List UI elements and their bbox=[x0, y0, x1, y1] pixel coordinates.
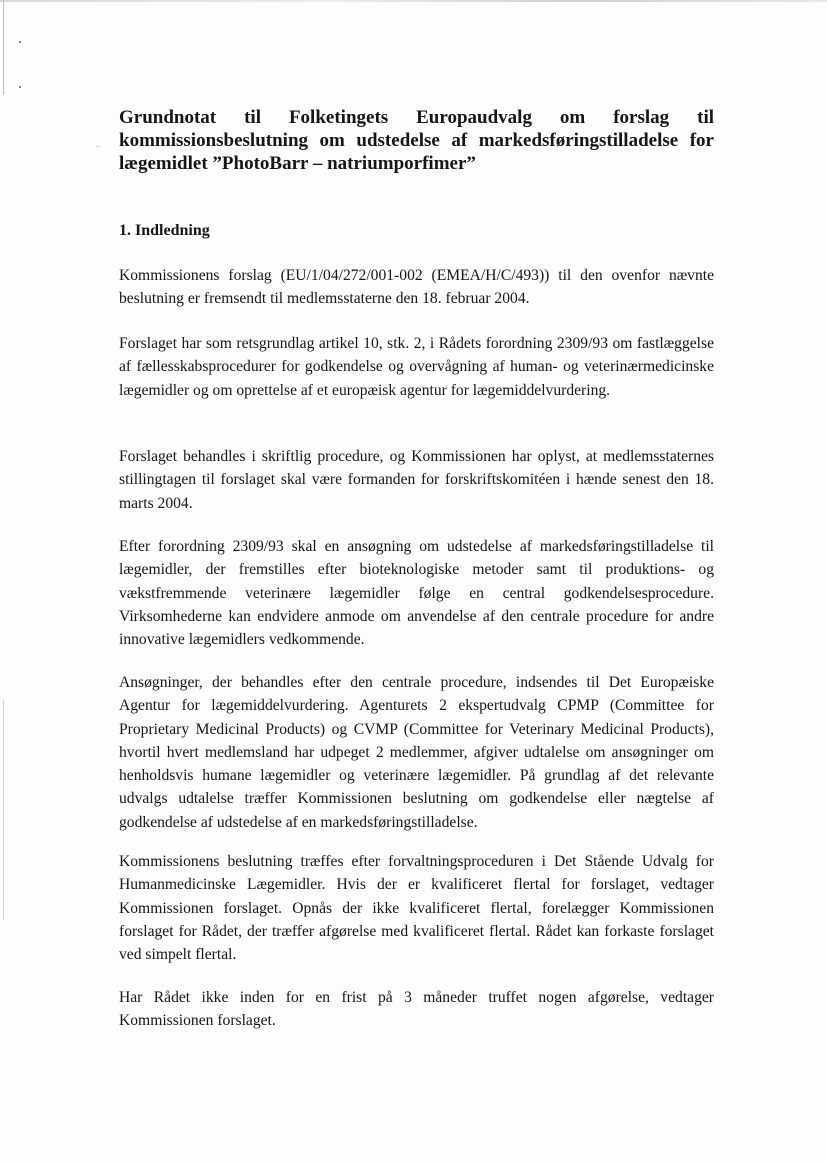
scan-speck bbox=[19, 86, 21, 88]
scan-edge-left bbox=[3, 0, 4, 1163]
paragraph: Kommissionens forslag (EU/1/04/272/001-002 (EMEA/H/C/493)) til den ovenfor nævnte beslutning er fremsendt til medlemsstaterne den 18. februar 2004. bbox=[119, 267, 714, 308]
paragraph: Forslaget har som retsgrundlag artikel 10, stk. 2, i Rådets forordning 2309/93 om fastlæggelse af fællesskabsprocedurer for godkendelse og overvågning af human- og veterinærmedicinske lægemidler og om oprettelse af et europæisk agentur for lægemiddelvurdering. bbox=[119, 335, 714, 399]
document-body bbox=[119, 106, 714, 1030]
scan-edge-top bbox=[0, 0, 827, 2]
scan-speck bbox=[19, 41, 21, 43]
scan-speck bbox=[97, 146, 98, 147]
paragraph: Ansøgninger, der behandles efter den centrale procedure, indsendes til Det Europæiske Agentur for lægemiddelvurdering. Agenturets 2 ekspertudvalg CPMP (Committee for Proprietary Medicinal Products) og CVMP (Committee for Veterinary Medicinal Products), hvortil hvert medlemsland har udpeget 2 medlemmer, afgiver udtalelse om ansøgninger om henholdsvis humane lægemidler og veterinære lægemidler. På grundlag af det relevante udvalgs udtalelse træffer Kommissionen beslutning om godkendelse eller nægtelse af godkendelse af udstedelse af en markedsføringstilladelse. bbox=[119, 674, 714, 831]
paragraph: Har Rådet ikke inden for en frist på 3 måneder truffet nogen afgørelse, vedtager Kommissionen forslaget. bbox=[119, 989, 714, 1030]
paragraph: Forslaget behandles i skriftlig procedure, og Kommissionen har oplyst, at medlemsstaternes stillingtagen til forslaget skal være formanden for forskriftskomitéen i hænde senest den 18. marts 2004. bbox=[119, 448, 714, 512]
section-heading: 1. Indledning bbox=[119, 222, 210, 239]
paragraph: Kommissionens beslutning træffes efter forvaltningsproceduren i Det Stående Udvalg for Humanmedicinske Lægemidler. Hvis der er kvalificeret flertal for forslaget, vedtager Kommissionen forslaget. Opnås der ikke kvalificeret flertal, forelægger Kommissionen forslaget for Rådet, der træffer afgørelse med kvalificeret flertal. Rådet kan forkaste forslaget ved simpelt flertal. bbox=[119, 853, 714, 964]
document-title: Grundnotat til Folketingets Europaudvalg om forslag til kommissionsbeslutning om udstedelse af markedsføringstilladelse for lægemidlet ”PhotoBarr – natriumporfimer” bbox=[119, 107, 714, 174]
paragraph: Efter forordning 2309/93 skal en ansøgning om udstedelse af markedsføringstilladelse til lægemidler, der fremstilles efter bioteknologiske metoder samt til produktions- og vækstfremmende veterinære lægemidler følge en central godkendelsesprocedure. Virksomhederne kan endvidere anmode om anvendelse af den centrale procedure for andre innovative lægemidlers vedkommende. bbox=[119, 538, 714, 649]
